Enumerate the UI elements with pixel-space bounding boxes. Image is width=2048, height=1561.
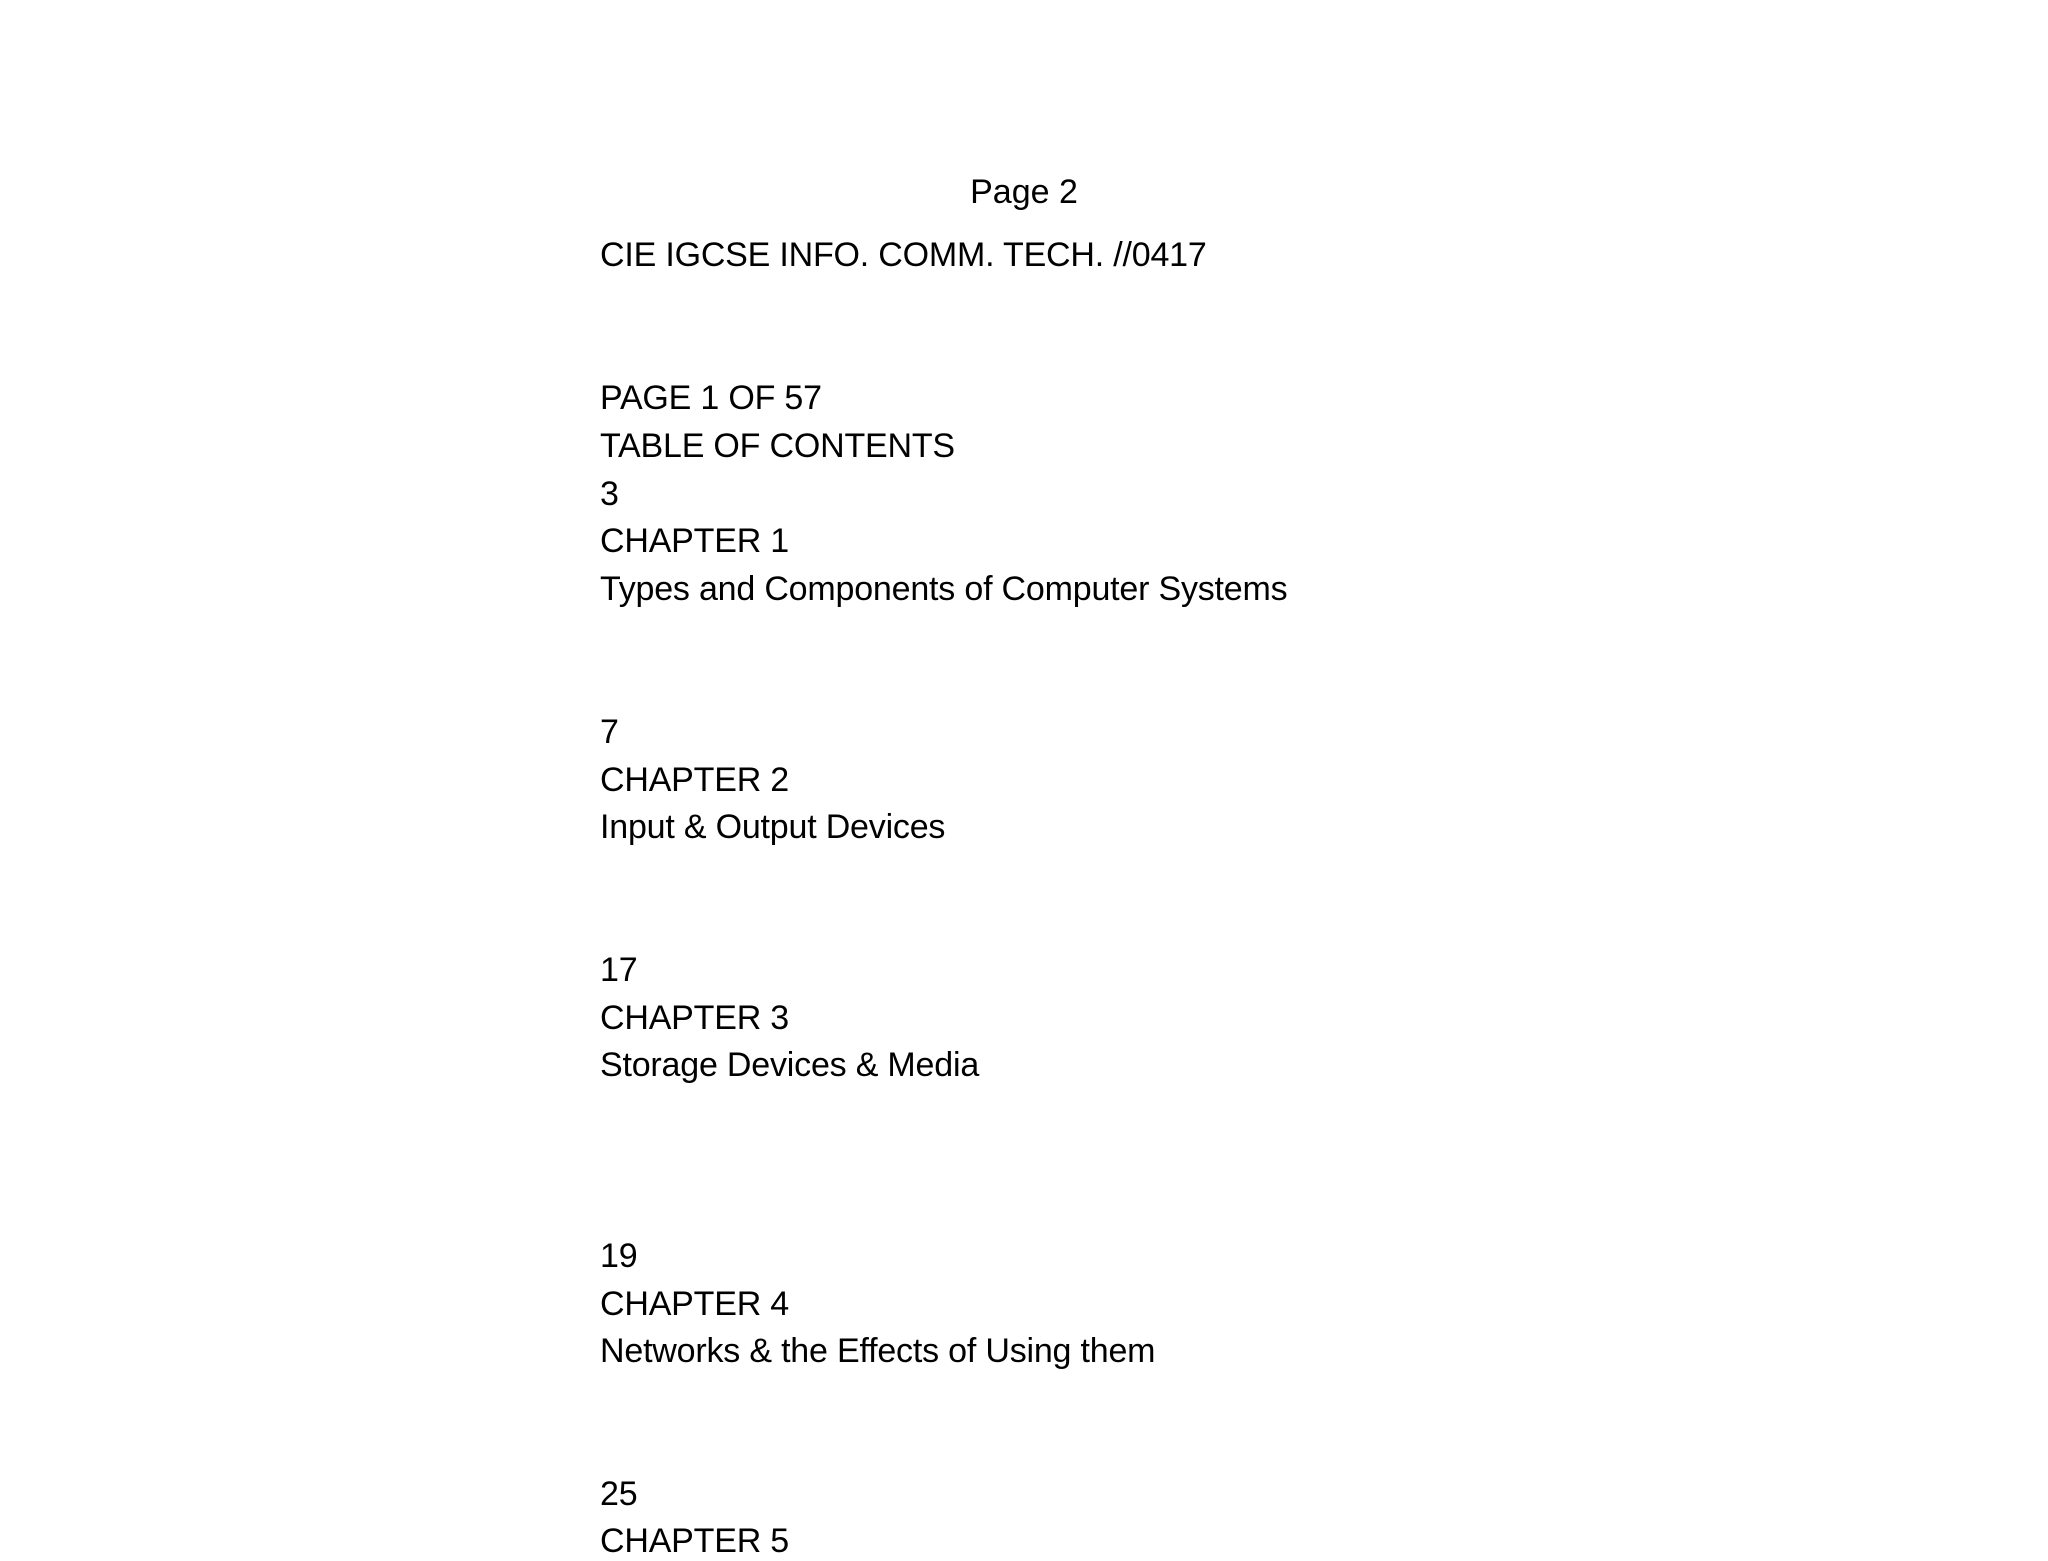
toc-entry-chapter: CHAPTER 5 bbox=[600, 1522, 790, 1560]
page-counter: PAGE 1 OF 57 bbox=[600, 379, 822, 417]
toc-entry-chapter: CHAPTER 2 bbox=[600, 761, 790, 799]
toc-entry-title: Types and Components of Computer Systems bbox=[600, 570, 1288, 608]
toc-entry-page: 3 bbox=[600, 475, 619, 513]
toc-entry-title: Networks & the Effects of Using them bbox=[600, 1332, 1156, 1370]
toc-entry-page: 19 bbox=[600, 1237, 638, 1275]
course-title: CIE IGCSE INFO. COMM. TECH. //0417 bbox=[600, 236, 1207, 274]
toc-entry-page: 7 bbox=[600, 713, 619, 751]
toc-entry-chapter: CHAPTER 4 bbox=[600, 1285, 790, 1323]
page-label: Page 2 bbox=[970, 173, 1078, 211]
toc-entry-chapter: CHAPTER 1 bbox=[600, 522, 790, 560]
toc-title: TABLE OF CONTENTS bbox=[600, 427, 955, 465]
toc-entry-title: Storage Devices & Media bbox=[600, 1046, 980, 1084]
toc-entry-chapter: CHAPTER 3 bbox=[600, 999, 790, 1037]
toc-entry-title: Input & Output Devices bbox=[600, 808, 946, 846]
toc-entry-page: 25 bbox=[600, 1475, 638, 1513]
toc-entry-page: 17 bbox=[600, 951, 638, 989]
